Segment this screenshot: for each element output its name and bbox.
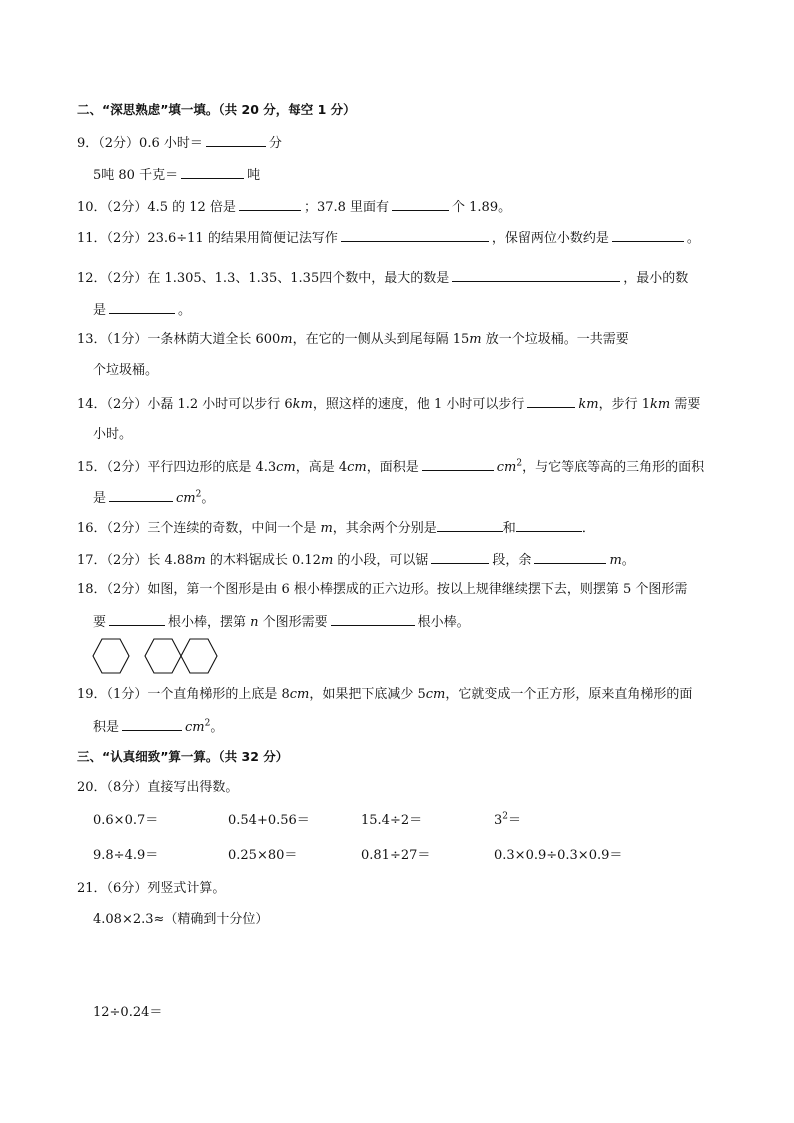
- answer-blank[interactable]: [437, 518, 503, 532]
- question-13-line2: 个垃圾桶。: [93, 363, 159, 378]
- question-13: 13．（1分）一条林荫大道全长 600m，在它的一侧从头到尾每隔 15m 放一个垃圾桶。一共需要: [77, 332, 629, 347]
- answer-blank[interactable]: [109, 488, 173, 502]
- section-title: 二、“深思熟虑”填一填。（共 20 分，每空 1 分）: [77, 102, 356, 117]
- calc-item: 9.8÷4.9＝: [93, 848, 159, 863]
- answer-blank[interactable]: [516, 518, 582, 532]
- question-19: 19．（1分）一个直角梯形的上底是 8cm，如果把下底减少 5cm，它就变成一个正方形，原来直角梯形的面: [77, 687, 693, 702]
- answer-blank[interactable]: [534, 550, 606, 564]
- answer-blank[interactable]: [109, 612, 165, 626]
- answer-blank[interactable]: [431, 550, 489, 564]
- calc-item: 0.3×0.9÷0.3×0.9＝: [494, 848, 623, 863]
- calc-item: 0.25×80＝: [228, 848, 298, 863]
- answer-blank[interactable]: [109, 300, 175, 314]
- question-15-line2: 是 $cm^2$。: [93, 489, 215, 506]
- calc-item: 0.6×0.7＝: [93, 813, 159, 828]
- hexagon-2b: [181, 639, 217, 673]
- hexagon-2a: [145, 639, 181, 673]
- hexagon-1: [93, 639, 129, 673]
- section-title: 三、“认真细致”算一算。（共 32 分）: [77, 749, 289, 764]
- answer-blank[interactable]: [422, 457, 494, 471]
- question-18: 18．（2分）如图，第一个图形是由 6 根小棒摆成的正六边形。按以上规律继续摆下去，则摆第 5 个图形需: [77, 582, 688, 597]
- answer-blank[interactable]: [239, 197, 301, 211]
- question-15: 15．（2分）平行四边形的底是 4.3cm，高是 4cm，面积是 $cm^2$，与它等底等高的三角形的面积: [77, 458, 705, 475]
- question-21: 21．（6分）列竖式计算。: [77, 881, 226, 896]
- question-16: 16．（2分）三个连续的奇数，中间一个是 m，其余两个分别是 和 ．: [77, 518, 595, 538]
- answer-blank[interactable]: [452, 268, 620, 282]
- answer-blank[interactable]: [392, 197, 449, 211]
- question-10: 10．（2分）4.5 的 12 倍是 ；37.8 里面有 个 1.89。: [77, 197, 511, 217]
- calc-item: 15.4÷2＝: [361, 813, 423, 828]
- answer-blank[interactable]: [527, 394, 575, 408]
- calc-item: 0.81÷27＝: [361, 848, 431, 863]
- answer-blank[interactable]: [331, 612, 415, 626]
- question-12-line2: 是 。: [93, 300, 191, 320]
- answer-blank[interactable]: [206, 133, 266, 147]
- question-14-line2: 小时。: [93, 427, 133, 442]
- answer-blank[interactable]: [181, 165, 244, 179]
- answer-blank[interactable]: [341, 228, 489, 242]
- question-11: 11．（2分）23.6÷11 的结果用简便记法写作 ，保留两位小数约是 。: [77, 228, 700, 248]
- question-9-line2: 5吨 80 千克＝ 吨: [93, 165, 260, 185]
- answer-blank[interactable]: [612, 228, 684, 242]
- calc-item: 0.54+0.56＝: [228, 813, 310, 828]
- hexagon-figure: [92, 636, 222, 678]
- question-21-item2: 12÷0.24＝: [93, 1005, 163, 1020]
- question-9: 9．（2分）0.6 小时＝ 分: [77, 133, 282, 153]
- question-12: 12．（2分）在 1.305、1.3、1.35、1.35四个数中，最大的数是 ，最小的数: [77, 268, 688, 288]
- calc-item: $3^2=$: [494, 811, 522, 828]
- question-20: 20．（8分）直接写出得数。: [77, 780, 239, 795]
- question-17: 17．（2分）长 4.88m 的木料锯成长 0.12m 的小段，可以锯 段，余 m。: [77, 550, 635, 570]
- question-21-item1: 4.08×2.3≈（精确到十分位）: [93, 912, 269, 927]
- question-14: 14．（2分）小磊 1.2 小时可以步行 6km，照这样的速度，他 1 小时可以步行 km，步行 1km 需要: [77, 394, 700, 414]
- question-18-line2: 要 根小棒，摆第 n 个图形需要 根小棒。: [93, 612, 470, 632]
- answer-blank[interactable]: [122, 717, 182, 731]
- question-19-line2: 积是 $cm^2$。: [93, 718, 224, 735]
